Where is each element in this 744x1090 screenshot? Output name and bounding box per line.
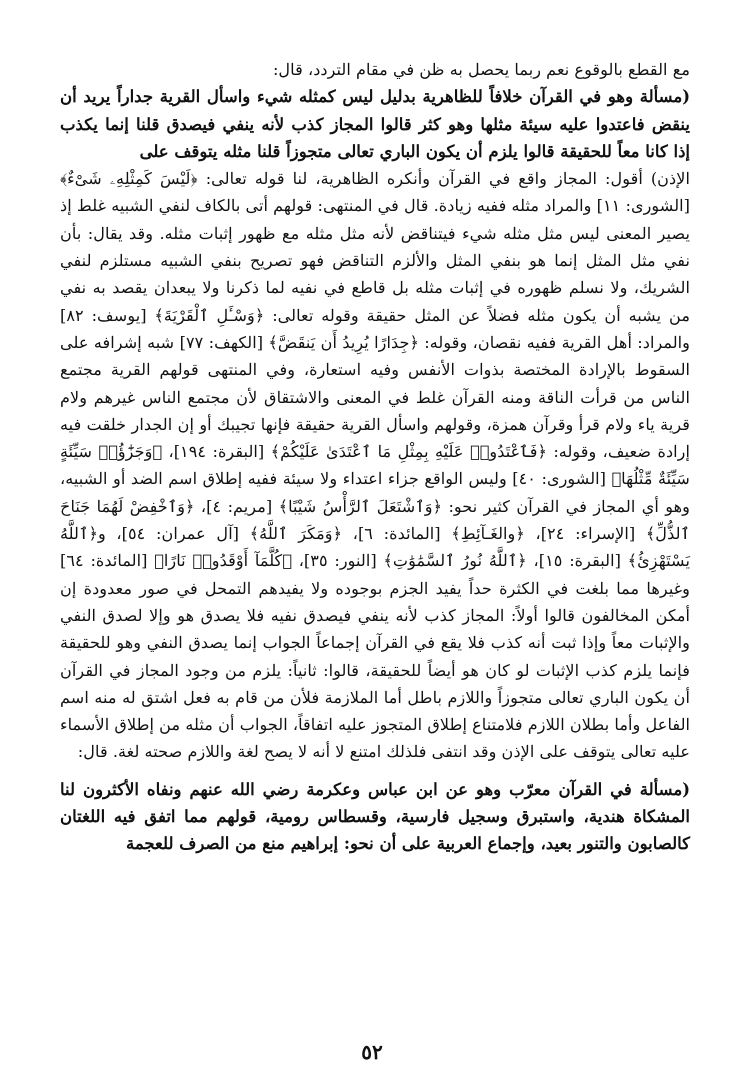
text-line: كالصابون والتنور بعيد، وإجماع العربية على أن نحو: إبراهيم منع من الصرف للعجمة bbox=[126, 834, 690, 854]
text-line: تعالى متجوزاً واللازم باطل أما الملازمة فلأن من قام به فعل اشتق له منه اسم الفاعل وأما bbox=[60, 687, 690, 735]
text-line: بطلان اللازم فلامتناع إطلاق المتجوز عليه اتفاقاً، الجواب أن مثله من إطلاق الأسماء عليه bbox=[60, 715, 690, 762]
text-line: [يوسف: ٨٢] والمراد: أهل القرية ففيه نقصان، وقوله: ﴿جِدَارًا يُرِيدُ أَن يَنقَضَّ﴾ [الكهف: ٧٧] bbox=[60, 305, 690, 352]
text-line: يقصد به نفي من يشبه أن يكون مثله فضلاً عن المثل حقيقة وقوله تعالى: ﴿وَسْـَٔلِ ٱلْقَرْيَةَ﴾ bbox=[60, 278, 690, 325]
text-line: شَيْبًا﴾ [مريم: ٤]، ﴿وَٱخْفِضْ لَهُمَا جَنَاحَ ٱلذُّلِّ﴾ [الإسراء: ٢٤]، ﴿والغَـآئِطِ﴾ [المائدة: ٦]، bbox=[60, 496, 690, 544]
text-line: وقد يقال: بأن نفي مثل المثل إنما هو بنفي المثل والألزم التناقض فهو تصريح بنفي الشبيه bbox=[60, 223, 691, 271]
text-line: (مسألة في القرآن معرّب وهو عن ابن عباس وعكرمة رضي الله عنهم ونفاه الأكثرون لنا bbox=[60, 779, 690, 799]
text-line: تعالى يتوقف على الإذن وقد انتفى فلذلك امتنع لا أنه لا يصح لغة واللازم صحته لغة. bbox=[112, 742, 657, 762]
text-line: ولا يفيدهم التمحل في صور معدودة إن أمكن المخالفون قالوا أولاً: المجاز كذب لأنه bbox=[60, 578, 690, 625]
text-line: المشكاة هندية، واستبرق وسجيل فارسية، وقسطاس رومية، قولهم مما اتفق فيه اللغتان bbox=[60, 807, 690, 827]
text-line: ٣٥]، ﴿كُلَّمَآ أَوْقَدُوا۟ نَارًا﴾ [المائدة: ٦٤] وغيرها مما بلغت في الكثرة حداً يفيد الجزم بوجوده bbox=[60, 551, 690, 598]
text-line: شبه إشرافه على السقوط بالإرادة المختصة بذوات الأنفس وفيه استعارة، وفي المنتهى قولهم bbox=[60, 332, 690, 380]
text-line: يكذب إذا كانا معاً للحقيقة قالوا يلزم أن يكون الباري تعالى متجوزاً قلنا مثله يتوقف على bbox=[60, 114, 690, 161]
matn-paragraph bbox=[60, 83, 690, 165]
page-number: ٥٢ bbox=[361, 1040, 383, 1064]
text-line: الناس غيرهم ولام قرية ياء ولام قرأ وقرآن همزة، وقولهم واسأل القرية حقيقة فإنها bbox=[60, 387, 691, 434]
commentary-paragraph bbox=[60, 165, 690, 766]
commentary-paragraph bbox=[60, 56, 690, 83]
text-line: ﴿وَمَكَرَ ٱللَّهُ﴾ [آل عمران: ٥٤]، و﴿ٱللَّهُ يَسْتَهْزِئُ﴾ [البقرة: ١٥]، ﴿ٱللَّهُ نُورُ ٱلسَّمَٰوَٰتِ﴾ [النور: bbox=[60, 524, 691, 571]
text-line: ينفي فيصدق نفيه فلا يصدق هو وإلا لصدق النفي والإثبات معاً وإذا ثبت أنه كذب فلا bbox=[60, 605, 690, 653]
text-line: أن ينقض فاعتدوا عليه سيئة مثلها وهو كثر قالوا المجاز كذب لأنه ينفي فيصدق قلنا إنما bbox=[60, 87, 690, 134]
paragraph-gap bbox=[60, 766, 690, 776]
text-line: كان هو أيضاً للحقيقة، قالوا: ثانياً: يلزم من وجود المجاز في القرآن أن يكون الباري bbox=[60, 660, 690, 707]
text-line: قال: bbox=[77, 742, 108, 762]
text-line: يقع في القرآن إجماعاً الجواب إنما يصدق النفي وهو للحقيقة فإنما يلزم كذب الإثبات لو bbox=[60, 633, 690, 680]
text-line: مع القطع بالوقوع نعم ربما يحصل به ظن في مقام التردد، قال: bbox=[272, 60, 690, 79]
text-line: [البقرة: ١٩٤]، ﴿وَجَزَٰٓؤُا۟ سَيِّئَةٍ سَيِّئَةٌ مِّثْلُهَا﴾ [الشورى: ٤٠] وليس الواقع جزاء اعتداء ولا سيئة bbox=[60, 442, 690, 489]
text-line: الإذن) أقول: المجاز واقع في القرآن وأنكره الظاهرية، لنا قوله تعالى: ﴿لَيْسَ كَمِثْلِهِۦ bbox=[109, 169, 690, 189]
text-line: الشبيه غلط إذ يصير المعنى ليس مثل مثله شيء فيتناقض لأنه مثل مثله مع ظهور إثبات مثله. bbox=[60, 196, 690, 243]
text-line: مستلزم لنفي الشريك، ولا نسلم ظهوره في إثبات مثله بل قاطع في نفيه لما ذكرنا ولا يبعدان bbox=[60, 251, 690, 298]
text-line: (مسألة وهو في القرآن خلافاً للظاهرية بدليل ليس كمثله شيء واسأل القرية جداراً يريد bbox=[83, 87, 691, 107]
text-line: القرية مجتمع الناس من قرأت الناقة ومنه القرآن غلط في المعنى والاشتقاق لأن مجتمع bbox=[60, 360, 690, 407]
text-line: شَىْءٌ﴾ [الشورى: ١١] والمراد مثله ففيه زيادة. قال في المنتهى: قولهم أتى بالكاف لنفي bbox=[60, 169, 690, 216]
body-text bbox=[60, 56, 690, 858]
text-line: ففيه إطلاق اسم الضد أو الشبيه، وهو أي المجاز في القرآن كثير نحو: ﴿وَٱشْتَعَلَ ٱلرَّأْسُ bbox=[60, 469, 690, 516]
text-line: تجيبك أو إن الجدار خلقت فيه إرادة ضعيف، وقوله: ﴿فَٱعْتَدُوا۟ عَلَيْهِ بِمِثْلِ مَا ٱعْتَدَىٰ عَلَيْكُمْ﴾ bbox=[60, 414, 690, 462]
matn-paragraph bbox=[60, 776, 690, 858]
